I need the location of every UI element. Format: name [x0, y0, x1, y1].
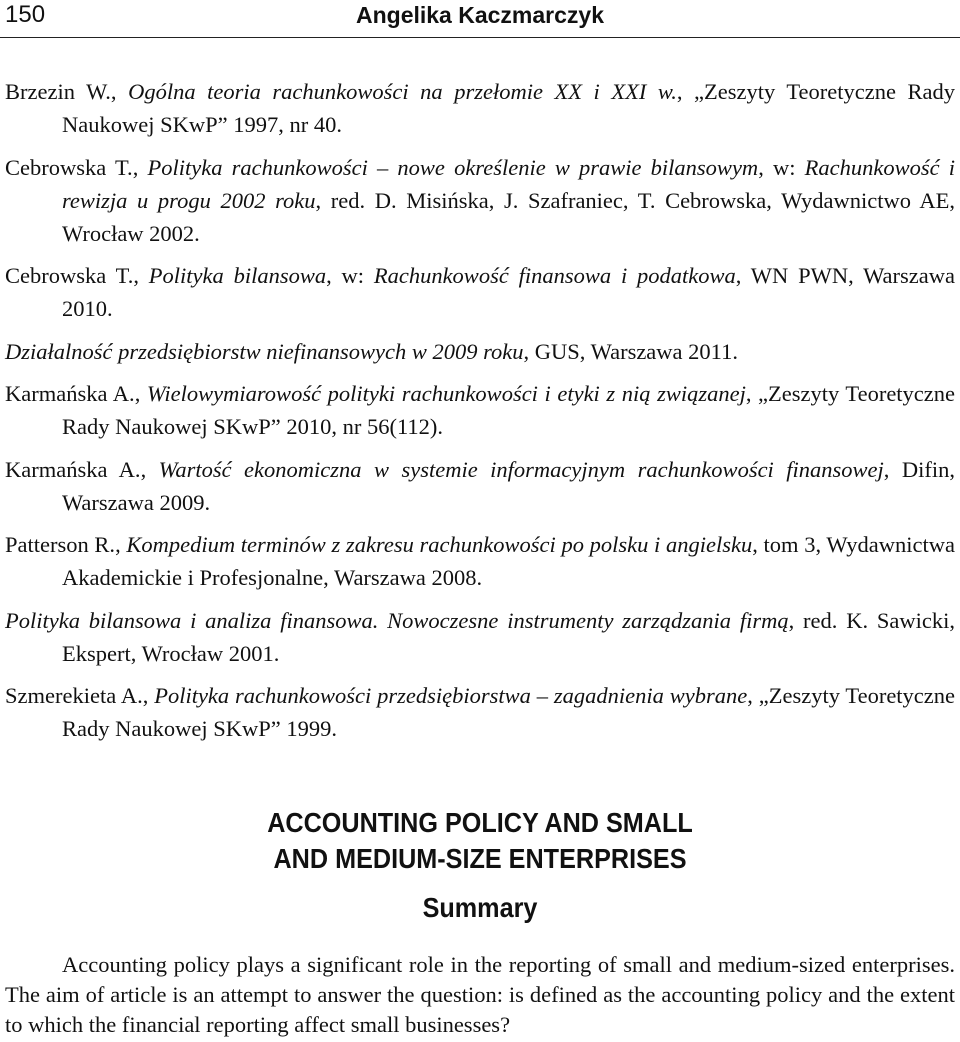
reference-title: Polityka rachunkowości – nowe określenie w prawie bilansowym	[147, 154, 759, 180]
reference-title: Działalność przedsiębiorstw niefinansowych w 2009 roku	[5, 338, 524, 364]
reference-item	[5, 335, 955, 368]
reference-title: Polityka bilansowa i analiza finansowa. Nowoczesne instrumenty zarządzania firmą	[5, 607, 789, 633]
header-rule	[0, 37, 960, 38]
article-title-line-1: ACCOUNTING POLICY AND SMALL	[267, 807, 693, 838]
reference-book-title: Rachunkowość i rewizja u progu 2002 roku	[62, 154, 956, 213]
english-summary	[0, 805, 960, 925]
reference-details: , „Zeszyty Teoretyczne Rady Naukowej SKwP” 1999.	[62, 683, 956, 741]
reference-author: Brzezin W.	[5, 79, 111, 104]
reference-details: , „Zeszyty Teoretyczne Rady Naukowej SKwP” 2010, nr 56(112).	[62, 381, 956, 439]
reference-author: Karmańska A.	[5, 381, 135, 406]
reference-item	[5, 75, 955, 141]
summary-heading: Summary	[422, 892, 538, 923]
reference-title: Wartość ekonomiczna w systemie informacyjnym rachunkowości finansowej	[158, 456, 884, 482]
reference-author: Patterson R.	[5, 532, 116, 557]
reference-title: Polityka bilansowa	[148, 263, 327, 288]
article-title-line-2: AND MEDIUM-SIZE ENTERPRISES	[273, 843, 687, 874]
reference-title: Polityka rachunkowości przedsiębiorstwa – zagadnienia wybrane	[154, 683, 748, 708]
reference-title: Kompedium terminów z zakresu rachunkowości po polsku i angielsku	[126, 532, 753, 557]
page-number: 150	[5, 1, 46, 28]
reference-details: , tom 3, Wydawnictwa Akademickie i Profesjonalne, Warszawa 2008.	[62, 532, 955, 590]
reference-separator: ,	[140, 456, 159, 482]
reference-in: , w:	[326, 263, 374, 288]
article-title	[48, 805, 912, 877]
reference-item	[5, 604, 955, 670]
reference-item	[5, 679, 955, 745]
reference-separator: ,	[142, 683, 155, 708]
reference-separator: ,	[132, 154, 148, 180]
reference-separator: ,	[133, 263, 149, 288]
summary-paragraph: Accounting policy plays a significant role in the reporting of small and medium-sized enterprises. The aim of article is an attempt to answer the question: is defined as the accounting policy and the extent to which the financial reporting affect small businesses?	[5, 952, 955, 1037]
running-header	[0, 0, 960, 42]
reference-separator: ,	[134, 381, 147, 406]
reference-item	[5, 259, 955, 325]
reference-item	[5, 453, 955, 519]
reference-details: , WN PWN, Warszawa 2010.	[62, 263, 955, 321]
reference-in: , w:	[758, 154, 805, 180]
reference-author: Karmańska A.	[5, 456, 141, 482]
reference-details: , red. K. Sawicki, Ekspert, Wrocław 2001.	[62, 607, 955, 666]
reference-title: Wielowymiarowość polityki rachunkowości i etyki z nią związanej	[146, 381, 746, 406]
reference-details: , „Zeszyty Teoretyczne Rady Naukowej SKwP” 1997, nr 40.	[62, 79, 955, 137]
reference-item	[5, 151, 955, 250]
bibliography-list	[5, 75, 955, 755]
reference-author: Cebrowska T.	[5, 154, 133, 180]
reference-separator: ,	[115, 532, 127, 557]
reference-details: , Difin, Warszawa 2009.	[62, 456, 956, 515]
reference-book-title: Rachunkowość finansowa i podatkowa	[373, 263, 736, 288]
reference-details: , red. D. Misińska, J. Szafraniec, T. Cebrowska, Wydawnictwo AE, Wrocław 2002.	[62, 187, 955, 246]
reference-details: , GUS, Warszawa 2011.	[523, 338, 738, 364]
reference-separator: ,	[110, 79, 129, 104]
reference-author: Szmerekieta A.	[5, 683, 143, 708]
header-author: Angelika Kaczmarczyk	[355, 2, 604, 28]
reference-item	[5, 377, 955, 443]
reference-title: Ogólna teoria rachunkowości na przełomie XX i XXI w.	[128, 79, 677, 104]
reference-author: Cebrowska T.	[5, 263, 134, 288]
reference-item	[5, 528, 955, 594]
